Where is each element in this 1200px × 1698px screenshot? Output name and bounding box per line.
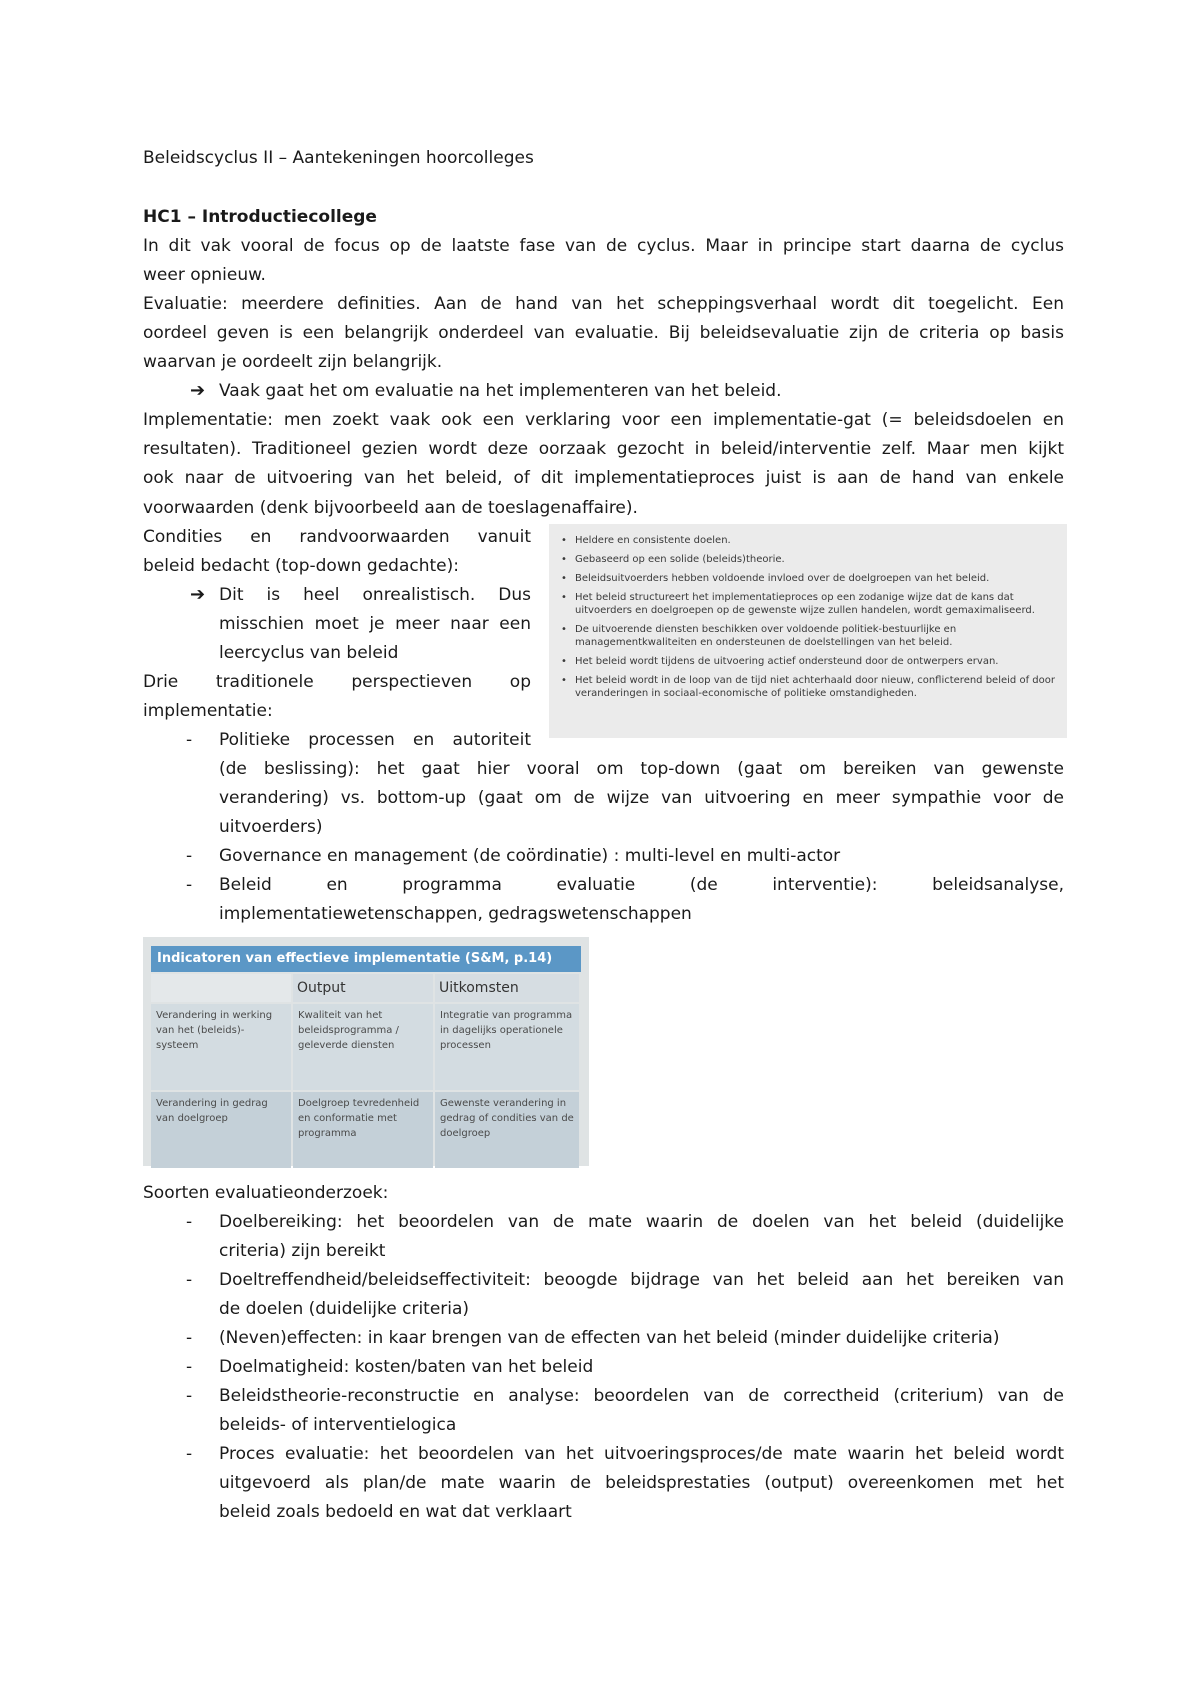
- list-item-line: Doeltreffendheid/beleidseffectiviteit: beoogde bijdrage van het beleid aan het bereiken van: [219, 1270, 1064, 1290]
- paragraph-line: beleid bedacht (top-down gedachte):: [143, 556, 459, 576]
- paragraph-line: Condities en randvoorwaarden vanuit: [143, 527, 531, 547]
- paragraph-line: ook naar de uitvoering van het beleid, of dit implementatieproces juist is aan de hand van enkele: [143, 468, 1064, 488]
- list-item-line: implementatiewetenschappen, gedragswetenschappen: [219, 904, 692, 924]
- table-header-cell: Uitkomsten: [435, 974, 579, 1002]
- list-dash: -: [186, 730, 193, 750]
- paragraph-line: resultaten). Traditioneel gezien wordt deze oorzaak gezocht in beleid/interventie zelf. Maar men kijkt: [143, 439, 1064, 459]
- paragraph-line: weer opnieuw.: [143, 265, 266, 285]
- conditions-item: • Het beleid wordt tijdens de uitvoering actief ondersteund door de ontwerpers ervan.: [561, 656, 999, 667]
- list-item-line: (de beslissing): het gaat hier vooral om top-down (gaat om bereiken van gewenste: [219, 759, 1064, 779]
- list-item-line: beleid zoals bedoeld en wat dat verklaart: [219, 1502, 572, 1522]
- list-item-line: Proces evaluatie: het beoordelen van het uitvoeringsproces/de mate waarin het beleid wordt: [219, 1444, 1064, 1464]
- list-item-line: Politieke processen en autoriteit: [219, 730, 531, 750]
- document-title: Beleidscyclus II – Aantekeningen hoorcolleges: [143, 148, 534, 168]
- table-cell: Gewenste verandering in gedrag of condities van de doelgroep: [435, 1092, 579, 1168]
- conditions-item: • De uitvoerende diensten beschikken over voldoende politiek-bestuurlijke en managementkwaliteiten en ondersteunen de doelstellingen van het beleid.: [561, 624, 957, 648]
- arrow-bullet-icon: ➔: [190, 584, 206, 605]
- list-item-line: (Neven)effecten: in kaar brengen van de effecten van het beleid (minder duidelijke criteria): [219, 1328, 1000, 1348]
- list-dash: -: [186, 1212, 193, 1232]
- list-dash: -: [186, 1328, 193, 1348]
- indicator-table-title: Indicatoren van effectieve implementatie (S&M, p.14): [151, 946, 581, 972]
- list-item-line: beleids- of interventielogica: [219, 1415, 457, 1435]
- list-dash: -: [186, 875, 193, 895]
- paragraph-line: Implementatie: men zoekt vaak ook een verklaring voor een implementatie-gat (= beleidsdoelen en: [143, 410, 1064, 430]
- indicator-table-grid: [151, 974, 581, 1168]
- paragraph-line: waarvan je oordeelt zijn belangrijk.: [143, 352, 443, 372]
- arrow-item-line: Dit is heel onrealistisch. Dus: [219, 585, 531, 605]
- list-item-line: de doelen (duidelijke criteria): [219, 1299, 470, 1319]
- paragraph-line: implementatie:: [143, 701, 273, 721]
- section-heading: HC1 – Introductiecollege: [143, 207, 377, 227]
- table-header-cell: [151, 974, 291, 1002]
- arrow-item-line: misschien moet je meer naar een: [219, 614, 531, 634]
- paragraph-line: voorwaarden (denk bijvoorbeeld aan de toeslagenaffaire).: [143, 498, 638, 518]
- list-item-line: uitvoerders): [219, 817, 323, 837]
- list-item-line: criteria) zijn bereikt: [219, 1241, 386, 1261]
- arrow-item: Vaak gaat het om evaluatie na het implementeren van het beleid.: [219, 381, 782, 401]
- conditions-item: • Het beleid structureert het implementatieproces op een zodanige wijze dat de kans dat uitvoerders en doelgroepen op de gewenste wijze zullen handelen, wordt gemaximaliseerd.: [561, 592, 1035, 616]
- table-cell: Doelgroep tevredenheid en conformatie met programma: [293, 1092, 433, 1168]
- table-cell: Verandering in werking van het (beleids)-systeem: [151, 1004, 291, 1090]
- list-item-line: Beleidstheorie-reconstructie en analyse: beoordelen van de correctheid (criterium) van de: [219, 1386, 1064, 1406]
- list-dash: -: [186, 1386, 193, 1406]
- table-cell: Kwaliteit van het beleidsprogramma / geleverde diensten: [293, 1004, 433, 1090]
- list-item-line: Beleid en programma evaluatie (de interventie): beleidsanalyse,: [219, 875, 1064, 895]
- conditions-item: • Het beleid wordt in de loop van de tijd niet achterhaald door nieuw, conflicterend beleid of door veranderingen in sociaal-economische of politieke omstandigheden.: [561, 675, 1055, 699]
- subheading: Soorten evaluatieonderzoek:: [143, 1183, 389, 1203]
- arrow-bullet-icon: ➔: [190, 380, 206, 401]
- list-item-line: Doelbereiking: het beoordelen van de mate waarin de doelen van het beleid (duidelijke: [219, 1212, 1064, 1232]
- list-item-line: verandering) vs. bottom-up (gaat om de wijze van uitvoering en meer sympathie voor de: [219, 788, 1064, 808]
- list-item-line: uitgevoerd als plan/de mate waarin de beleidsprestaties (output) overeenkomen met het: [219, 1473, 1064, 1493]
- conditions-item: • Gebaseerd op een solide (beleids)theorie.: [561, 554, 785, 565]
- conditions-item: • Beleidsuitvoerders hebben voldoende invloed over de doelgroepen van het beleid.: [561, 573, 990, 584]
- paragraph-line: Evaluatie: meerdere definities. Aan de hand van het scheppingsverhaal wordt dit toegelicht. Een: [143, 294, 1064, 314]
- table-cell: Verandering in gedrag van doelgroep: [151, 1092, 291, 1168]
- indicator-table-image: [143, 937, 589, 1166]
- arrow-item-line: leercyclus van beleid: [219, 643, 399, 663]
- list-dash: -: [186, 846, 193, 866]
- list-item-line: Doelmatigheid: kosten/baten van het beleid: [219, 1357, 594, 1377]
- list-dash: -: [186, 1357, 193, 1377]
- list-dash: -: [186, 1270, 193, 1290]
- list-item-line: Governance en management (de coördinatie) : multi-level en multi-actor: [219, 846, 841, 866]
- list-dash: -: [186, 1444, 193, 1464]
- table-cell: Integratie van programma in dagelijks operationele processen: [435, 1004, 579, 1090]
- paragraph-line: oordeel geven is een belangrijk onderdeel van evaluatie. Bij beleidsevaluatie zijn de criteria op basis: [143, 323, 1064, 343]
- paragraph-line: Drie traditionele perspectieven op: [143, 672, 531, 692]
- conditions-item: • Heldere en consistente doelen.: [561, 535, 731, 546]
- table-header-cell: Output: [293, 974, 433, 1002]
- conditions-image: [549, 524, 1067, 738]
- paragraph-line: In dit vak vooral de focus op de laatste fase van de cyclus. Maar in principe start daarna de cyclus: [143, 236, 1064, 256]
